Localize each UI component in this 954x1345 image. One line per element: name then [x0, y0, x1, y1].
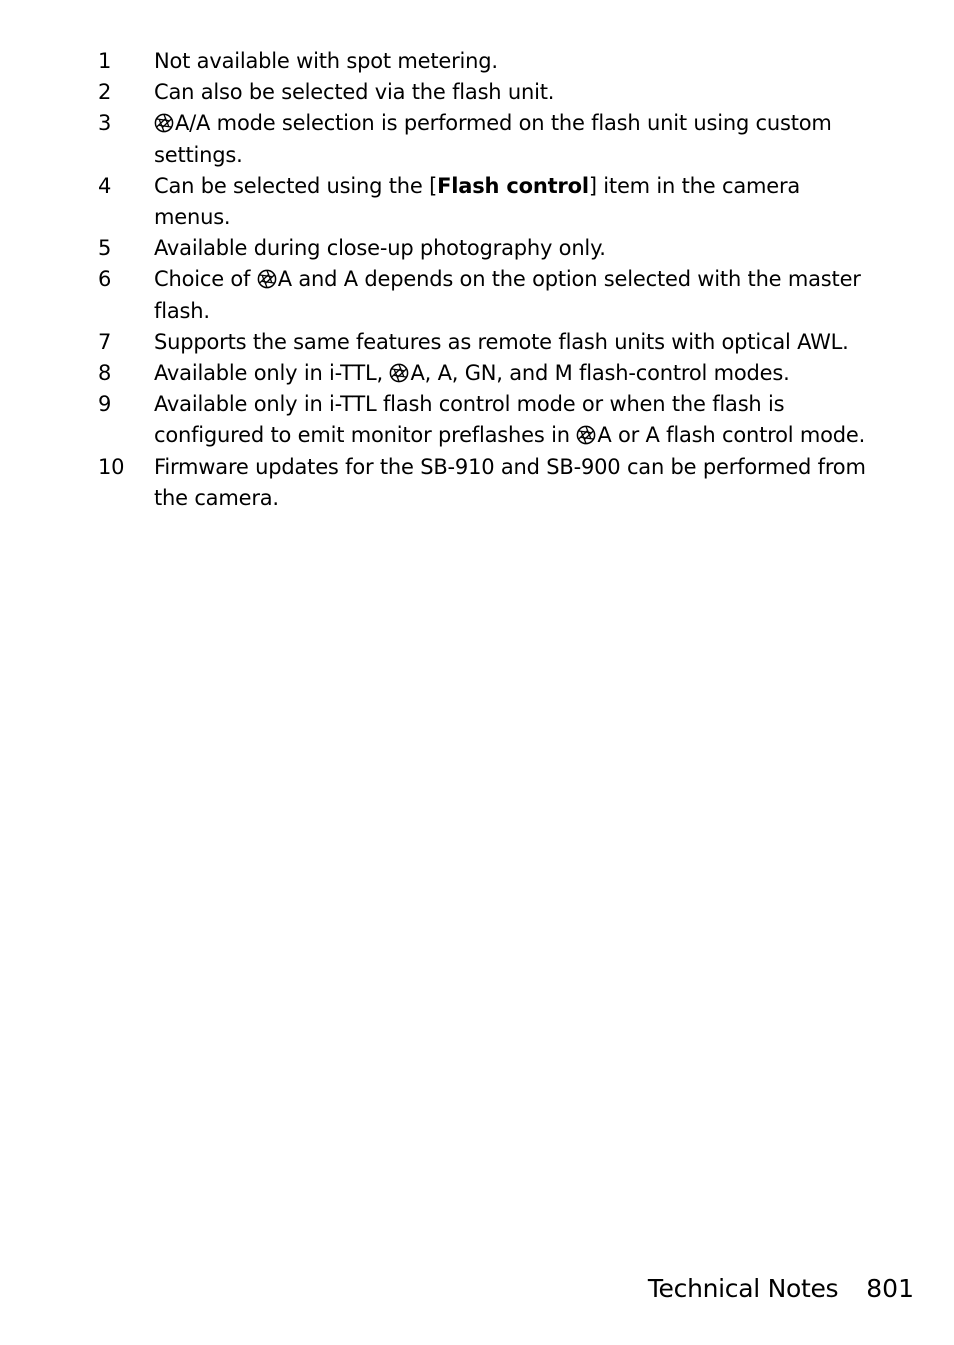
footnote-number: 4 [98, 173, 112, 198]
footnote-text-run: Choice of [154, 267, 257, 292]
footnote-text [154, 361, 790, 385]
footnote-number: 5 [98, 236, 112, 261]
footnote-text-run: A and A depends on the option selected with the master flash. [154, 267, 861, 323]
footnote-text [154, 49, 498, 73]
footnote-text [154, 267, 861, 322]
footnote-item [98, 327, 878, 358]
auto-aperture-icon [154, 113, 174, 133]
footnote-text-run: A, A, GN, and M flash-control modes. [410, 361, 790, 386]
footnote-text [154, 392, 865, 447]
page-footer [648, 1274, 914, 1303]
page-number: 801 [866, 1274, 914, 1303]
footnote-text-run: Available only in i-TTL, [154, 361, 390, 386]
footnote-item [98, 452, 878, 514]
footnote-text-run: Available during close-up photography only. [154, 236, 606, 261]
footnote-text [154, 174, 800, 229]
footnote-item [98, 108, 878, 170]
footnote-text-run: Not available with spot metering. [154, 49, 498, 73]
footnote-item [98, 233, 878, 264]
footnote-number: 8 [98, 361, 112, 386]
footnote-item [98, 264, 878, 326]
footnote-text-run: Can also be selected via the flash unit. [154, 80, 555, 105]
footnote-number: 1 [98, 49, 112, 73]
footnote-number: 10 [98, 454, 125, 479]
footnote-text-run: Firmware updates for the SB-910 and SB-900 can be performed from the camera. [154, 454, 866, 510]
auto-aperture-icon [576, 425, 596, 445]
menu-item-name: Flash control [437, 173, 589, 198]
footnote-text-run: A or A flash control mode. [597, 423, 866, 448]
footnote-number: 2 [98, 80, 112, 105]
footnote-text [154, 111, 832, 166]
footnote-text [154, 80, 554, 104]
auto-aperture-icon [389, 363, 409, 383]
auto-aperture-icon [257, 269, 277, 289]
footnote-number: 9 [98, 392, 112, 417]
footnote-text-run: Available only in i-TTL flash control mode or when the flash is configured to emit monitor preflashes in [154, 392, 785, 448]
footnote-item [98, 46, 878, 77]
footnote-text-run: Can be selected using the [ [154, 173, 438, 198]
footnote-list [98, 46, 878, 514]
footnote-text-run: A/A mode selection is performed on the flash unit using custom settings. [154, 111, 832, 167]
footnote-number: 6 [98, 267, 112, 292]
footnote-text [154, 455, 866, 510]
footnote-item [98, 389, 878, 451]
footnote-text-run: Supports the same features as remote flash units with optical AWL. [154, 329, 849, 354]
footnote-item [98, 358, 878, 389]
footnote-text-run: ] item in the camera menus. [154, 173, 801, 230]
footnote-text [154, 330, 849, 354]
footnote-number: 7 [98, 329, 112, 354]
footnote-item [98, 171, 878, 233]
footnote-text [154, 236, 606, 260]
section-title: Technical Notes [647, 1274, 839, 1303]
footnote-number: 3 [98, 111, 112, 136]
footnote-item [98, 77, 878, 108]
